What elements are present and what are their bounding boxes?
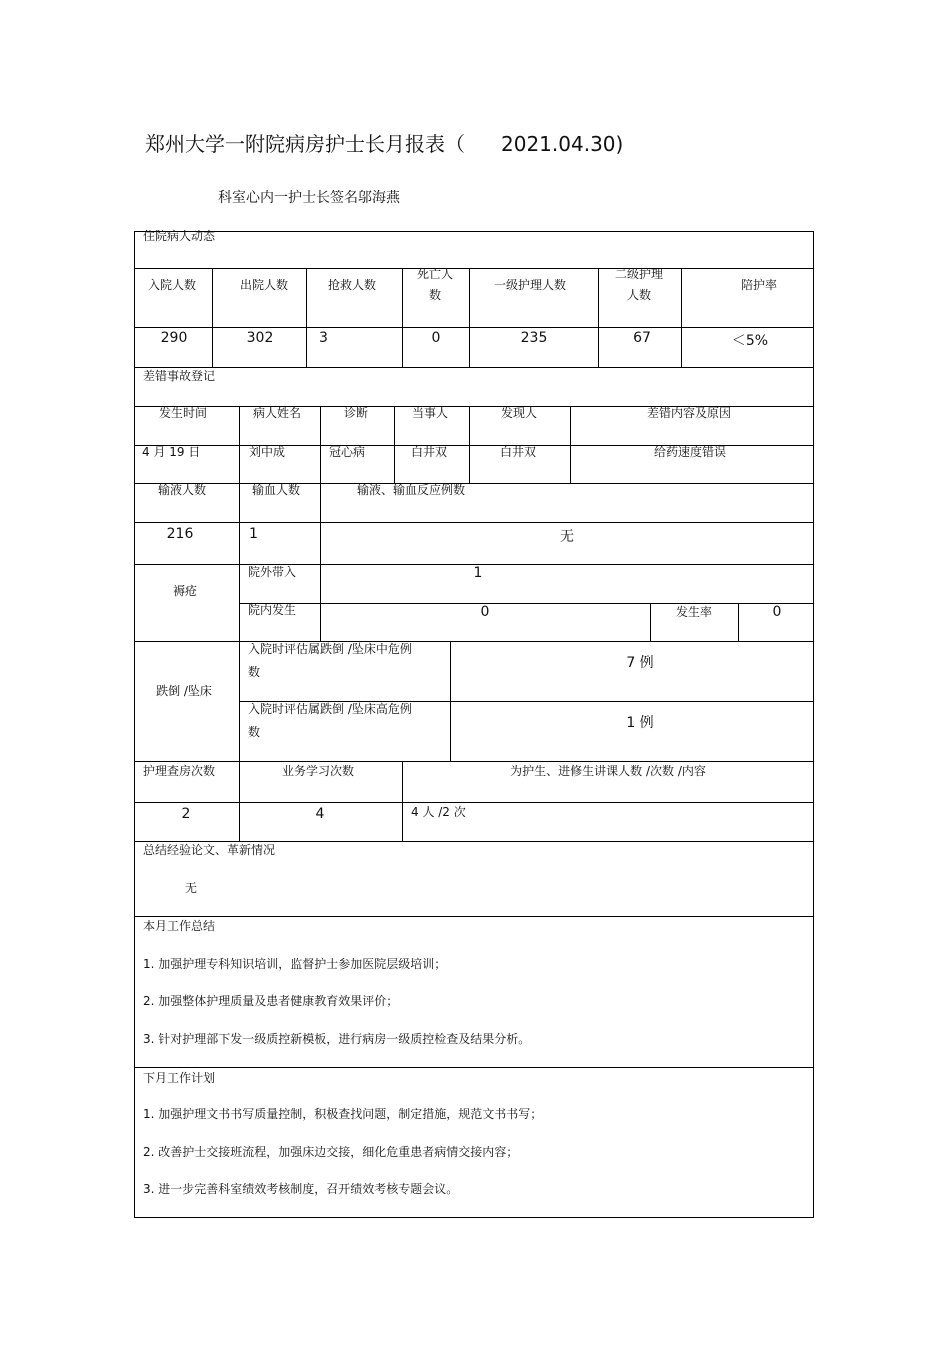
summary-item: 2. 加强整体护理质量及患者健康教育效果评价；	[143, 994, 399, 1008]
summary-label: 本月工作总结	[143, 919, 216, 933]
errors-section-label: 差错事故登记	[143, 369, 216, 383]
divider	[134, 761, 814, 762]
falls-label: 跌倒 /坠床	[156, 684, 212, 698]
table-border-right	[813, 231, 814, 1218]
infusion-label: 输液人数	[157, 483, 207, 497]
header-deaths-line1: 死亡人	[416, 267, 454, 281]
plan-label: 下月工作计划	[143, 1071, 216, 1085]
value-level1: 235	[520, 330, 548, 346]
plan-item: 1. 加强护理文书书写质量控制，积极查找问题，制定措施，规范文书书写；	[143, 1107, 543, 1121]
error-time: 4 月 19 日	[142, 445, 201, 459]
infusion-value: 216	[166, 526, 194, 542]
divider	[134, 483, 814, 484]
header-finder: 发现人	[500, 406, 538, 420]
header-cause: 差错内容及原因	[646, 406, 732, 420]
divider	[134, 916, 814, 917]
pressure-internal-label: 院内发生	[248, 603, 297, 617]
header-escort: 陪护率	[740, 278, 778, 292]
pressure-rate-label: 发生率	[675, 605, 713, 619]
header-diagnosis: 诊断	[343, 406, 369, 420]
divider	[239, 603, 814, 604]
divider	[134, 1067, 814, 1068]
reaction-label: 输液、输血反应例数	[357, 483, 466, 497]
reaction-value: 无	[560, 529, 574, 545]
summary-item: 1. 加强护理专科知识培训，监督护士参加医院层级培训；	[143, 957, 447, 971]
error-patient: 刘中成	[249, 445, 286, 459]
falls-high-label-line1: 入院时评估属跌倒 /坠床高危例	[248, 702, 412, 716]
blood-label: 输血人数	[252, 483, 301, 497]
divider	[306, 268, 307, 367]
divider	[239, 406, 240, 483]
divider	[469, 268, 470, 367]
pressure-internal-value: 0	[480, 604, 490, 620]
divider	[681, 268, 682, 367]
summary-item: 3. 针对护理部下发一级质控新模板，进行病房一级质控检查及结果分析。	[143, 1032, 531, 1046]
divider	[134, 522, 814, 523]
pressure-external-value: 1	[473, 565, 483, 581]
header-party: 当事人	[411, 406, 449, 420]
falls-high-label-line2: 数	[248, 725, 261, 739]
value-escort: ＜5%	[731, 333, 769, 349]
error-party: 白井双	[411, 445, 448, 459]
table-border-top	[134, 231, 814, 232]
header-discharged: 出院人数	[239, 278, 289, 292]
header-rescued: 抢救人数	[327, 278, 377, 292]
divider	[738, 603, 739, 641]
header-level2-line1: 二级护理	[614, 267, 664, 281]
report-date: 2021.04.30)	[501, 132, 624, 156]
divider	[134, 327, 814, 328]
value-discharged: 302	[246, 330, 274, 346]
study-label: 业务学习次数	[281, 764, 355, 778]
report-title-text: 郑州大学一附院病房护士长月报表（	[145, 132, 465, 156]
table-border-left	[134, 231, 135, 1218]
report-title	[145, 128, 623, 157]
value-rescued: 3	[319, 330, 328, 346]
table-border-bottom	[134, 1217, 814, 1218]
plan-item: 2. 改善护士交接班流程，加强床边交接，细化危重患者病情交接内容；	[143, 1145, 519, 1159]
census-section-label: 住院病人动态	[143, 229, 216, 243]
papers-value: 无	[185, 881, 198, 895]
pressure-rate-value: 0	[772, 604, 782, 620]
pressure-external-label: 院外带入	[248, 565, 297, 579]
error-cause: 给药速度错误	[653, 445, 727, 459]
divider	[134, 268, 814, 269]
error-finder: 白井双	[500, 445, 537, 459]
divider	[598, 268, 599, 367]
rounds-label: 护理查房次数	[143, 764, 216, 778]
pressure-label: 褥疮	[172, 584, 198, 598]
divider	[450, 641, 451, 761]
divider	[402, 268, 403, 367]
divider	[134, 367, 814, 368]
header-level2-line2: 人数	[626, 288, 652, 302]
value-level2: 67	[633, 330, 651, 346]
divider	[134, 802, 814, 803]
divider	[320, 483, 321, 641]
falls-mid-value: 7 例	[626, 655, 654, 671]
divider	[239, 483, 240, 841]
falls-high-value: 1 例	[626, 715, 654, 731]
header-patient: 病人姓名	[252, 406, 302, 420]
value-deaths: 0	[431, 330, 441, 346]
divider	[570, 406, 571, 483]
falls-mid-label-line1: 入院时评估属跌倒 /坠床中危例	[248, 642, 412, 656]
divider	[320, 406, 321, 483]
divider	[394, 406, 395, 483]
header-level1: 一级护理人数	[493, 278, 567, 292]
rounds-value: 2	[181, 806, 191, 822]
falls-mid-label-line2: 数	[248, 665, 261, 679]
divider	[469, 406, 470, 483]
value-admitted: 290	[160, 330, 188, 346]
header-deaths-line2: 数	[428, 288, 442, 302]
error-diagnosis: 冠心病	[329, 445, 366, 459]
papers-label: 总结经验论文、革新情况	[143, 843, 276, 857]
study-value: 4	[315, 806, 325, 822]
divider	[650, 603, 651, 641]
divider	[402, 761, 403, 841]
department-signature: 科室心内一护士长签名邬海燕	[218, 190, 400, 206]
plan-item: 3. 进一步完善科室绩效考核制度，召开绩效考核专题会议。	[143, 1182, 459, 1196]
lecture-value: 4 人 /2 次	[411, 805, 466, 819]
header-admitted: 入院人数	[147, 278, 197, 292]
divider	[134, 641, 814, 642]
divider	[212, 268, 213, 367]
blood-value: 1	[249, 526, 258, 542]
lecture-label: 为护生、进修生讲课人数 /次数 /内容	[510, 764, 706, 778]
header-time: 发生时间	[158, 406, 208, 420]
